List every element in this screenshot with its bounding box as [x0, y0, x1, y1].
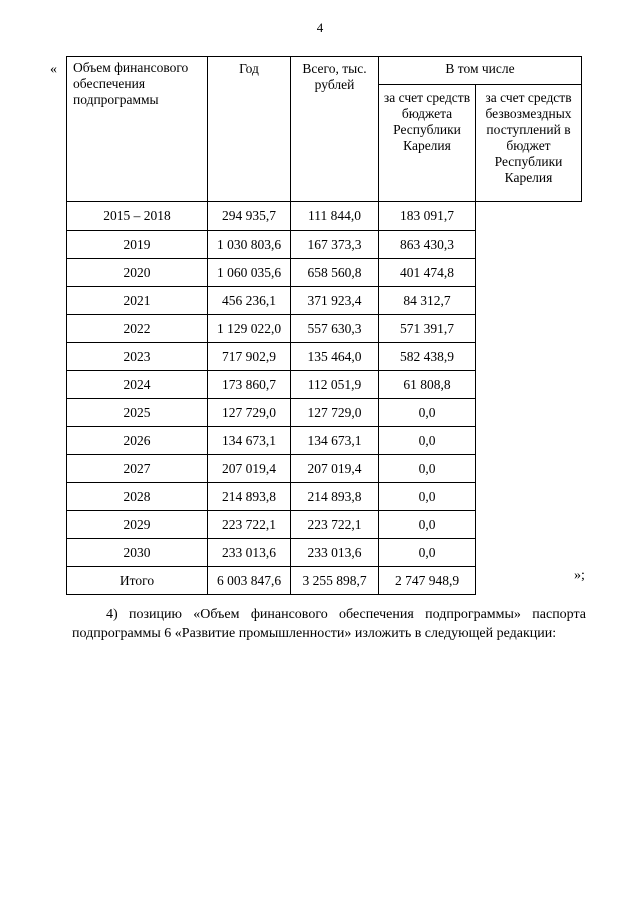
- cell-year: 2026: [67, 427, 208, 455]
- cell-free: 401 474,8: [379, 259, 476, 287]
- cell-year: 2015 – 2018: [67, 202, 208, 231]
- cell-free: 863 430,3: [379, 231, 476, 259]
- header-including: В том числе: [379, 57, 582, 85]
- cell-year: 2027: [67, 455, 208, 483]
- cell-total: 214 893,8: [208, 483, 291, 511]
- closing-quote: »;: [574, 568, 585, 583]
- cell-budget: 134 673,1: [291, 427, 379, 455]
- cell-year: 2019: [67, 231, 208, 259]
- cell-total: 717 902,9: [208, 343, 291, 371]
- cell-free: 84 312,7: [379, 287, 476, 315]
- cell-year: 2020: [67, 259, 208, 287]
- table-row: [67, 259, 582, 287]
- opening-quote: «: [50, 62, 57, 77]
- paragraph-line-2: подпрограммы 6 «Развитие промышленности» изложить в следующей редакции:: [72, 626, 557, 641]
- cell-free: 183 091,7: [379, 202, 476, 231]
- table-row: [67, 483, 582, 511]
- table-row: [67, 539, 582, 567]
- table-row: [67, 202, 582, 231]
- table-row: [67, 231, 582, 259]
- table-row: [67, 371, 582, 399]
- cell-free: 61 808,8: [379, 371, 476, 399]
- table-row: [67, 343, 582, 371]
- cell-budget: 127 729,0: [291, 399, 379, 427]
- header-row-1: [67, 57, 582, 85]
- cell-budget: 557 630,3: [291, 315, 379, 343]
- cell-total: 233 013,6: [208, 539, 291, 567]
- cell-total: 127 729,0: [208, 399, 291, 427]
- cell-budget: 371 923,4: [291, 287, 379, 315]
- cell-free: 0,0: [379, 455, 476, 483]
- cell-budget: 223 722,1: [291, 511, 379, 539]
- cell-total: 6 003 847,6: [208, 567, 291, 595]
- cell-free: 0,0: [379, 427, 476, 455]
- cell-year: 2025: [67, 399, 208, 427]
- cell-year: 2021: [67, 287, 208, 315]
- cell-budget: 111 844,0: [291, 202, 379, 231]
- cell-free: 0,0: [379, 483, 476, 511]
- cell-budget: 233 013,6: [291, 539, 379, 567]
- cell-budget: 214 893,8: [291, 483, 379, 511]
- table-row: [67, 427, 582, 455]
- table-row: [67, 287, 582, 315]
- cell-year: 2029: [67, 511, 208, 539]
- cell-budget: 658 560,8: [291, 259, 379, 287]
- cell-free: 0,0: [379, 399, 476, 427]
- cell-year: 2030: [67, 539, 208, 567]
- cell-budget: 207 019,4: [291, 455, 379, 483]
- cell-budget: 135 464,0: [291, 343, 379, 371]
- cell-budget: 112 051,9: [291, 371, 379, 399]
- cell-budget: 3 255 898,7: [291, 567, 379, 595]
- cell-year: 2024: [67, 371, 208, 399]
- header-total: Всего, тыс. рублей: [291, 57, 379, 202]
- financing-table: [66, 56, 582, 595]
- table-row: [67, 399, 582, 427]
- cell-total: 1 129 022,0: [208, 315, 291, 343]
- cell-year: 2023: [67, 343, 208, 371]
- table-row: [67, 511, 582, 539]
- cell-free: 0,0: [379, 539, 476, 567]
- table-row: [67, 315, 582, 343]
- cell-free: 2 747 948,9: [379, 567, 476, 595]
- cell-total: 1 030 803,6: [208, 231, 291, 259]
- cell-total: 1 060 035,6: [208, 259, 291, 287]
- table-row: [67, 455, 582, 483]
- cell-year: 2028: [67, 483, 208, 511]
- header-free: за счет средств безвозмездных поступлений в бюджет Республики Карелия: [476, 85, 582, 202]
- cell-total: 173 860,7: [208, 371, 291, 399]
- cell-free: 582 438,9: [379, 343, 476, 371]
- cell-total: 223 722,1: [208, 511, 291, 539]
- cell-total: 207 019,4: [208, 455, 291, 483]
- cell-year: 2022: [67, 315, 208, 343]
- cell-total: 134 673,1: [208, 427, 291, 455]
- header-budget: за счет средств бюджета Республики Карелия: [379, 85, 476, 202]
- table-row: [67, 567, 582, 595]
- cell-total: 294 935,7: [208, 202, 291, 231]
- row-label-cell: Объем финансового обеспечения подпрограммы: [67, 57, 208, 202]
- page-number: 4: [316, 20, 324, 35]
- cell-total: 456 236,1: [208, 287, 291, 315]
- cell-budget: 167 373,3: [291, 231, 379, 259]
- cell-free: 571 391,7: [379, 315, 476, 343]
- header-year: Год: [208, 57, 291, 202]
- cell-year: Итого: [67, 567, 208, 595]
- cell-free: 0,0: [379, 511, 476, 539]
- paragraph-line-1: 4) позицию «Объем финансового обеспечения подпрограммы» паспорта: [106, 607, 586, 622]
